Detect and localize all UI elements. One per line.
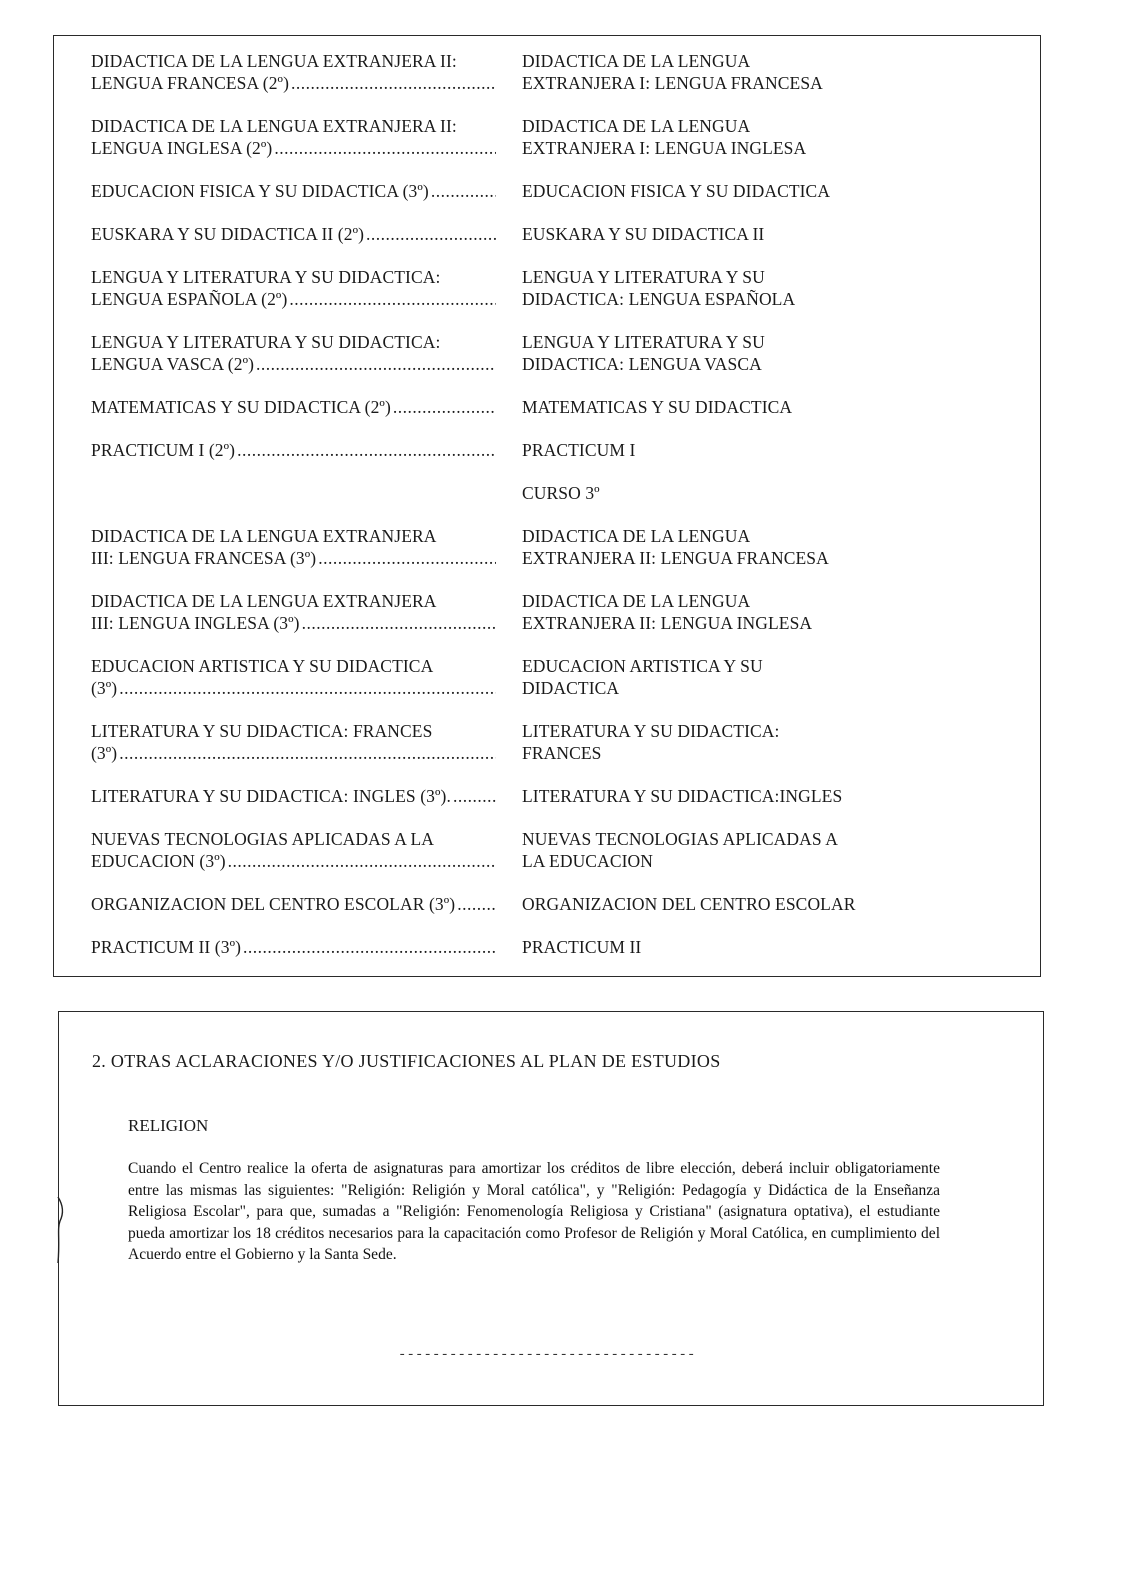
dot-leader — [431, 180, 496, 202]
table-row — [91, 180, 1011, 202]
equivalent-subject-text: PRACTICUM I — [522, 440, 636, 460]
current-subject — [91, 223, 496, 245]
current-subject — [91, 828, 496, 872]
current-subject-text: DIDACTICA DE LA LENGUA EXTRANJERA — [91, 591, 437, 611]
current-subject-text: NUEVAS TECNOLOGIAS APLICADAS A LA — [91, 829, 434, 849]
equivalent-subject — [522, 439, 942, 461]
current-subject-line-dotted — [91, 742, 496, 764]
table-row — [91, 590, 1011, 634]
equivalent-subject — [522, 525, 942, 569]
current-subject-text: LENGUA Y LITERATURA Y SU DIDACTICA: — [91, 267, 441, 287]
current-subject — [91, 525, 496, 569]
current-subject-text: EDUCACION ARTISTICA Y SU DIDACTICA — [91, 656, 434, 676]
equivalent-subject-text: MATEMATICAS Y SU DIDACTICA — [522, 397, 793, 417]
equivalent-subject-text: EXTRANJERA I: LENGUA FRANCESA — [522, 73, 823, 93]
current-subject-line-dotted — [91, 547, 496, 569]
section-title: 2. OTRAS ACLARACIONES Y/O JUSTIFICACIONES AL PLAN DE ESTUDIOS — [92, 1051, 721, 1071]
equivalent-subject-text: PRACTICUM II — [522, 937, 642, 957]
dot-leader — [119, 742, 496, 764]
table-row — [91, 525, 1011, 569]
current-subject — [91, 266, 496, 310]
current-subject — [91, 720, 496, 764]
current-subject-text: DIDACTICA DE LA LENGUA EXTRANJERA II: — [91, 116, 457, 136]
dot-leader — [228, 850, 496, 872]
equivalent-subject-text: FRANCES — [522, 743, 602, 763]
equivalent-subject — [522, 396, 942, 418]
current-subject-text: PRACTICUM II (3º) — [91, 937, 242, 957]
current-subject-text: III: LENGUA INGLESA (3º) — [91, 613, 300, 633]
equivalent-subject-text: DIDACTICA: LENGUA ESPAÑOLA — [522, 289, 796, 309]
dot-leader — [393, 396, 496, 418]
equivalent-subject-text: NUEVAS TECNOLOGIAS APLICADAS A — [522, 829, 838, 849]
current-subject-text: (3º) — [91, 678, 118, 698]
equivalent-subject-text: LITERATURA Y SU DIDACTICA: — [522, 721, 780, 741]
equivalent-subject-text: LA EDUCACION — [522, 851, 653, 871]
current-subject-line-dotted — [91, 439, 496, 461]
current-subject-line-dotted — [91, 180, 496, 202]
current-subject-text: (3º) — [91, 743, 118, 763]
dot-leader — [119, 677, 496, 699]
handwritten-margin-mark — [54, 1195, 68, 1265]
current-subject — [91, 396, 496, 418]
equivalent-subject-text: DIDACTICA DE LA LENGUA — [522, 51, 751, 71]
table-row — [91, 396, 1011, 418]
dot-leader — [302, 612, 496, 634]
equivalent-subject — [522, 50, 942, 94]
equivalent-subject-text: DIDACTICA DE LA LENGUA — [522, 116, 751, 136]
equivalent-subject — [522, 223, 942, 245]
current-subject-line-dotted — [91, 223, 496, 245]
table-row — [91, 439, 1011, 461]
current-subject — [91, 590, 496, 634]
current-subject — [91, 893, 496, 915]
table-row — [91, 331, 1011, 375]
current-subject-line-dotted — [91, 785, 496, 807]
equivalent-subject — [522, 115, 942, 159]
equivalent-subject-text: DIDACTICA: LENGUA VASCA — [522, 354, 762, 374]
equivalent-subject-text: LITERATURA Y SU DIDACTICA:INGLES — [522, 786, 843, 806]
current-subject — [91, 936, 496, 958]
table-row — [91, 266, 1011, 310]
current-subject-text: ORGANIZACION DEL CENTRO ESCOLAR (3º) — [91, 894, 456, 914]
equivalent-subject — [522, 893, 942, 915]
equivalence-table-box — [53, 35, 1041, 977]
table-row — [91, 785, 1011, 807]
equivalent-subject-text: DIDACTICA — [522, 678, 620, 698]
equivalent-subject-text: EXTRANJERA I: LENGUA INGLESA — [522, 138, 807, 158]
current-subject-text: MATEMATICAS Y SU DIDACTICA (2º) — [91, 397, 391, 417]
current-subject-line-dotted — [91, 353, 496, 375]
table-row — [91, 936, 1011, 958]
current-subject-line-dotted — [91, 72, 496, 94]
table-row — [91, 115, 1011, 159]
dot-leader — [318, 547, 496, 569]
current-subject-text: EDUCACION (3º) — [91, 851, 226, 871]
dot-leader — [453, 785, 496, 807]
current-subject-text: LENGUA INGLESA (2º) — [91, 138, 273, 158]
table-row — [91, 828, 1011, 872]
current-subject-line-dotted — [91, 137, 496, 159]
current-subject-text: LITERATURA Y SU DIDACTICA: FRANCES — [91, 721, 433, 741]
current-subject — [91, 439, 496, 461]
current-subject-line-dotted — [91, 612, 496, 634]
current-subject-line-dotted — [91, 893, 496, 915]
dot-leader — [243, 936, 496, 958]
equivalent-subject — [522, 331, 942, 375]
dot-leader — [291, 72, 496, 94]
dot-leader — [289, 288, 496, 310]
equivalent-subject — [522, 266, 942, 310]
current-subject — [91, 785, 496, 807]
dot-leader — [274, 137, 496, 159]
current-subject — [91, 50, 496, 94]
table-row — [91, 720, 1011, 764]
dot-leader — [457, 893, 496, 915]
equivalent-subject-text: DIDACTICA DE LA LENGUA — [522, 526, 751, 546]
equivalent-subject-text: LENGUA Y LITERATURA Y SU — [522, 267, 765, 287]
current-subject-text: PRACTICUM I (2º) — [91, 440, 236, 460]
table-row — [91, 655, 1011, 699]
equivalent-subject-text: EXTRANJERA II: LENGUA INGLESA — [522, 613, 813, 633]
current-subject-line-dotted — [91, 850, 496, 872]
current-subject — [91, 115, 496, 159]
dot-leader — [237, 439, 496, 461]
current-subject — [91, 482, 496, 504]
clarifications-box — [58, 1011, 1044, 1406]
equivalent-subject — [522, 180, 942, 202]
equivalent-subject — [522, 590, 942, 634]
current-subject — [91, 331, 496, 375]
current-subject-line-dotted — [91, 677, 496, 699]
current-subject-text: EDUCACION FISICA Y SU DIDACTICA (3º) — [91, 181, 429, 201]
equivalent-subject — [522, 785, 942, 807]
equivalent-subject — [522, 828, 942, 872]
dot-leader — [366, 223, 496, 245]
religion-paragraph: Cuando el Centro realice la oferta de asignaturas para amortizar los créditos de libre elección, deberá incluir obligatoriamente entre las mismas las siguientes: "Religión: Religión y Moral católica", y "Religión: Pedagogía y Didáctica de la Enseñanza Religiosa Escolar", para que, sumadas a "Religión: Fenomenología Religiosa y Cristiana" (asignatura optativa), el estudiante pueda amortizar los 18 créditos necesarios para la capacitación como Profesor de Religión y Moral Católica, en cumplimiento del Acuerdo entre el Gobierno y la Santa Sede. — [128, 1160, 940, 1263]
table-row — [91, 893, 1011, 915]
current-subject-line-dotted — [91, 288, 496, 310]
current-subject-text: DIDACTICA DE LA LENGUA EXTRANJERA — [91, 526, 437, 546]
equivalent-subject-text: LENGUA Y LITERATURA Y SU — [522, 332, 765, 352]
end-separator: ----------------------------------- — [398, 1347, 696, 1363]
religion-heading: RELIGION — [128, 1116, 209, 1135]
table-row — [91, 482, 1011, 504]
current-subject-text: LENGUA Y LITERATURA Y SU DIDACTICA: — [91, 332, 441, 352]
current-subject-text: LENGUA VASCA (2º) — [91, 354, 255, 374]
dot-leader — [256, 353, 496, 375]
current-subject-text: LENGUA FRANCESA (2º) — [91, 73, 289, 93]
equivalent-subject — [522, 720, 942, 764]
current-subject-line-dotted — [91, 396, 496, 418]
equivalent-subject-text: ORGANIZACION DEL CENTRO ESCOLAR — [522, 894, 856, 914]
current-subject-text: LITERATURA Y SU DIDACTICA: INGLES (3º). — [91, 786, 451, 806]
current-subject-text: LENGUA ESPAÑOLA (2º) — [91, 289, 288, 309]
equivalent-subject — [522, 936, 942, 958]
equivalent-subject-text: EUSKARA Y SU DIDACTICA II — [522, 224, 765, 244]
equivalent-subject-text: EXTRANJERA II: LENGUA FRANCESA — [522, 548, 829, 568]
equivalent-subject-text: DIDACTICA DE LA LENGUA — [522, 591, 751, 611]
current-subject-text: EUSKARA Y SU DIDACTICA II (2º) — [91, 224, 365, 244]
equivalent-subject-text: EDUCACION FISICA Y SU DIDACTICA — [522, 181, 831, 201]
equivalent-subject-text: EDUCACION ARTISTICA Y SU — [522, 656, 763, 676]
current-subject-text: III: LENGUA FRANCESA (3º) — [91, 548, 317, 568]
current-subject — [91, 180, 496, 202]
equivalent-subject-text: CURSO 3º — [522, 483, 600, 503]
equivalent-subject — [522, 655, 942, 699]
equivalence-table — [91, 50, 1011, 979]
current-subject-text: DIDACTICA DE LA LENGUA EXTRANJERA II: — [91, 51, 457, 71]
table-row — [91, 50, 1011, 94]
table-row — [91, 223, 1011, 245]
current-subject — [91, 655, 496, 699]
equivalent-subject — [522, 482, 942, 504]
current-subject-line-dotted — [91, 936, 496, 958]
